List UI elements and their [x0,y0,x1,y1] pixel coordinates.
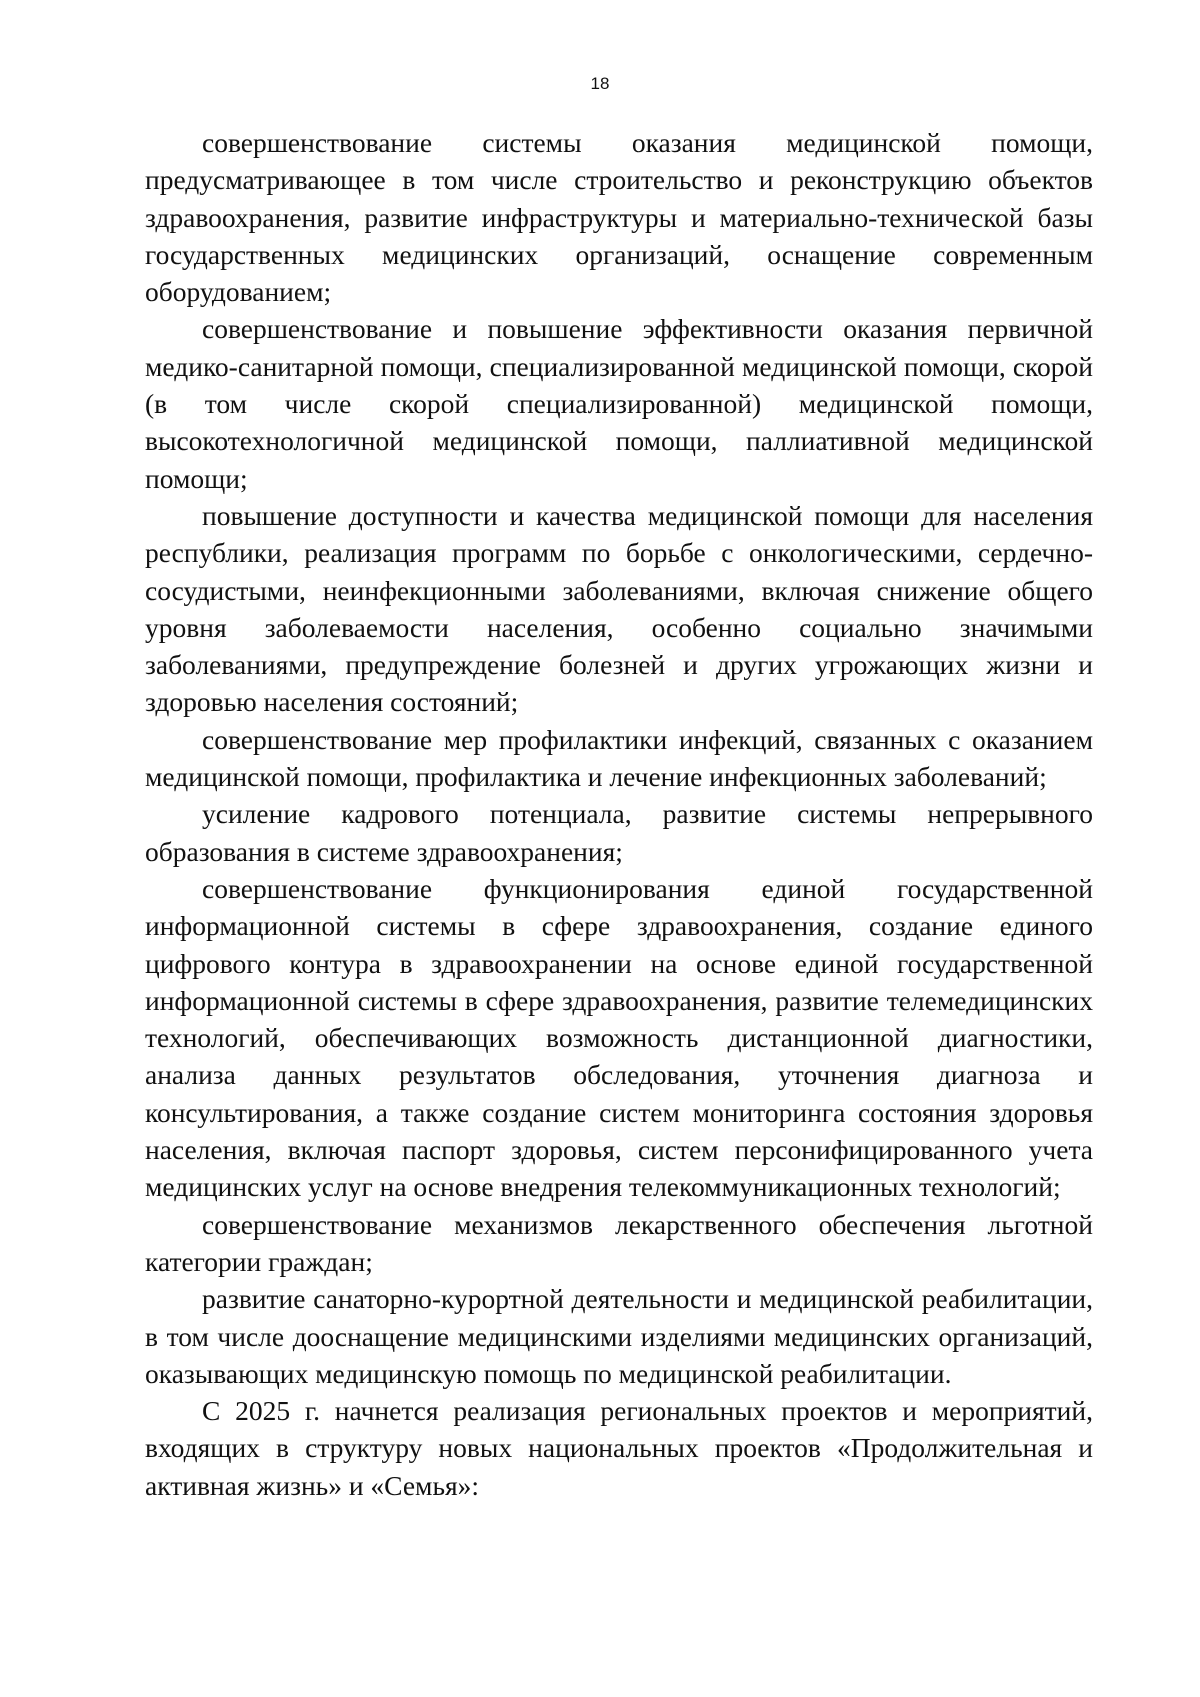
paragraph: совершенствование и повышение эффективности оказания первичной медико-санитарной помощи, специализированной медицинской помощи, скорой (в том числе скорой специализированной) медицинской помощи, высокотехнологичной медицинской помощи, паллиативной медицинской помощи; [145,313,1093,494]
paragraph: усиление кадрового потенциала, развитие системы непрерывного образования в системе здравоохранения; [145,798,1093,867]
paragraph: совершенствование функционирования единой государственной информационной системы в сфере здравоохранения, создание единого цифрового контура в здравоохранении на основе единой государственной информационной системы в сфере здравоохранения, развитие телемедицинских технологий, обеспечивающих возможность дистанционной диагностики, анализа данных результатов обследования, уточнения диагноза и консультирования, а также создание систем мониторинга состояния здоровья населения, включая паспорт здоровья, систем персонифицированного учета медицинских услуг на основе внедрения телекоммуникационных технологий; [145,872,1093,1203]
paragraph: развитие санаторно-курортной деятельности и медицинской реабилитации, в том числе дооснащение медицинскими изделиями медицинских организаций, оказывающих медицинскую помощь по медицинской реабилитации. [145,1283,1093,1389]
paragraph: совершенствование механизмов лекарственного обеспечения льготной категории граждан; [145,1208,1093,1277]
paragraph: совершенствование мер профилактики инфекций, связанных с оказанием медицинской помощи, профилактика и лечение инфекционных заболеваний; [145,723,1093,793]
paragraph: повышение доступности и качества медицинской помощи для населения республики, реализация программ по борьбе с онкологическими, сердечно-сосудистыми, неинфекционными заболеваниями, включая снижение общего уровня заболеваемости населения, особенно социально значимыми заболеваниями, предупреждение болезней и других угрожающих жизни и здоровью населения состояний; [145,499,1093,718]
document-body [145,124,1093,1504]
paragraph: С 2025 г. начнется реализация региональных проектов и мероприятий, входящих в структуру новых национальных проектов «Продолжительная и активная жизнь» и «Семья»: [145,1395,1093,1501]
page-number: 18 [590,74,610,93]
paragraph: совершенствование системы оказания медицинской помощи, предусматривающее в том числе строительство и реконструкцию объектов здравоохранения, развитие инфраструктуры и материально-технической базы государственных медицинских организаций, оснащение современным оборудованием; [145,127,1093,308]
